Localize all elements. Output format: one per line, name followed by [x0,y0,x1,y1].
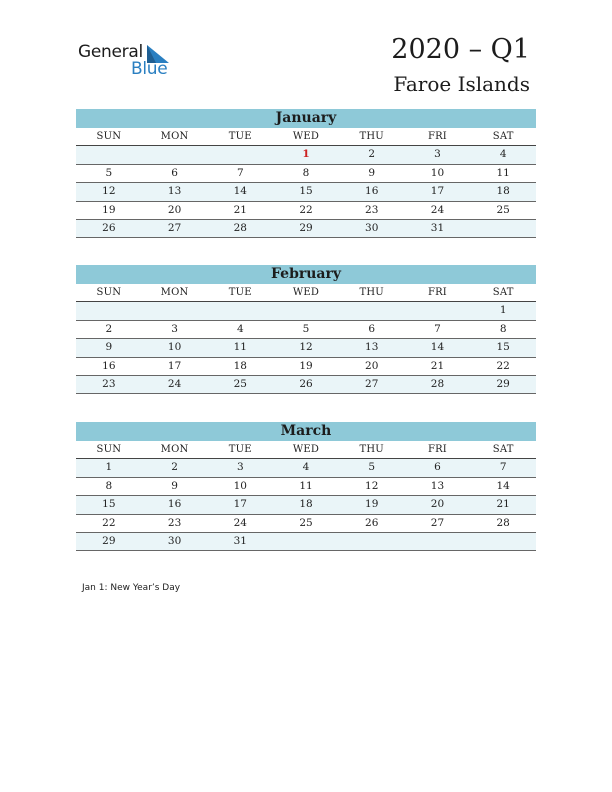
day-cell: 6 [434,461,441,474]
day-cell: 28 [496,516,510,529]
day-cell: 17 [430,185,445,198]
day-cell [207,302,273,319]
day-cell: 12 [299,341,313,354]
day-cell: 14 [430,341,445,354]
day-cell: 20 [167,203,182,216]
logo [78,42,188,82]
week-row [76,459,536,477]
day-cell: 13 [365,341,379,354]
weekday-label: WED [292,444,320,455]
week-row [76,146,536,164]
day-cell: 17 [233,498,247,511]
day-cell: 23 [102,377,116,390]
day-cell: 27 [365,377,379,390]
month-march [76,422,536,551]
weekday-label: FRI [427,131,447,142]
month-header: March [76,422,536,441]
day-cell: 24 [167,377,182,390]
day-cell: 28 [430,377,445,390]
day-cell: 12 [102,185,116,198]
day-cell: 14 [496,479,510,492]
day-cell: 29 [102,534,116,547]
day-cell: 7 [236,166,244,179]
day-cell: 16 [102,359,116,372]
day-cell: 15 [102,498,116,511]
day-cell: 11 [496,166,510,179]
month-header: February [76,265,536,284]
weekday-label: SAT [492,444,514,455]
day-cell: 24 [233,516,247,529]
day-cell: 20 [365,359,379,372]
day-cell: 20 [430,498,445,511]
day-cell: 27 [167,221,182,234]
day-cell [76,146,142,163]
day-cell: 4 [499,148,507,161]
day-cell: 4 [302,461,310,474]
day-cell: 30 [167,534,182,547]
weekday-label: WED [292,131,320,142]
page-title: 2020 – Q1 [391,34,530,65]
day-cell [76,302,142,319]
day-cell: 7 [499,461,507,474]
weekday-label: SAT [492,131,514,142]
day-cell: 1 [105,461,113,474]
weekday-label: WED [292,287,320,298]
weekday-label: THU [359,287,384,298]
weekday-label: SUN [96,444,122,455]
day-cell: 26 [102,221,116,234]
day-cell: 10 [233,479,247,492]
week-row [76,183,536,201]
day-cell: 3 [171,322,178,335]
day-cell: 29 [299,221,313,234]
week-row [76,321,536,339]
day-cell: 23 [365,203,379,216]
day-cell: 10 [430,166,445,179]
holiday-note: Jan 1: New Year’s Day [82,583,181,593]
day-cell: 30 [365,221,379,234]
day-cell [207,146,273,163]
week-row [76,202,536,220]
week-row [76,339,536,357]
day-cell: 13 [167,185,182,198]
day-cell: 5 [368,461,376,474]
day-cell: 6 [368,322,376,335]
week-row [76,376,536,394]
day-cell: 2 [368,148,376,161]
week-row [76,533,536,551]
day-cell: 16 [167,498,182,511]
day-cell: 22 [496,359,510,372]
week-row [76,220,536,238]
weekday-header-row [76,284,536,302]
week-row [76,515,536,533]
weekday-label: THU [359,131,384,142]
weekday-label: THU [359,444,384,455]
weekday-header-row [76,128,536,146]
day-cell: 8 [105,479,113,492]
day-cell: 3 [434,148,441,161]
day-cell: 10 [167,341,182,354]
day-cell: 2 [105,322,113,335]
day-cell: 31 [233,534,247,547]
day-cell: 25 [496,203,510,216]
day-cell: 13 [430,479,445,492]
weekday-label: SAT [492,287,514,298]
weekday-label: SUN [96,287,122,298]
holiday-notes [82,583,180,593]
day-cell: 9 [105,341,113,354]
day-cell [273,533,339,550]
weekday-label: FRI [427,444,447,455]
day-cell: 11 [233,341,247,354]
day-cell: 8 [499,322,507,335]
day-cell: 17 [167,359,182,372]
day-cell: 2 [171,461,178,474]
day-cell: 26 [299,377,313,390]
day-cell: 18 [299,498,313,511]
day-cell: 19 [365,498,379,511]
day-cell [142,146,208,163]
day-cell: 4 [236,322,244,335]
day-cell: 9 [368,166,376,179]
day-cell [405,302,471,319]
day-cell: 22 [102,516,116,529]
day-cell: 19 [102,203,116,216]
day-cell: 22 [299,203,313,216]
day-cell [470,533,536,550]
day-cell: 7 [434,322,441,335]
weekday-label: MON [160,444,189,455]
holiday-date: 1 [302,148,310,161]
day-cell: 18 [233,359,247,372]
week-row [76,165,536,183]
day-cell: 14 [233,185,247,198]
month-february [76,265,536,394]
weekday-label: TUE [228,131,252,142]
day-cell: 12 [365,479,379,492]
weekday-label: MON [160,287,189,298]
day-cell: 6 [171,166,178,179]
weekday-label: FRI [427,287,447,298]
day-cell: 25 [233,377,247,390]
day-cell: 15 [299,185,313,198]
day-cell: 11 [299,479,313,492]
day-cell: 25 [299,516,313,529]
day-cell: 26 [365,516,379,529]
day-cell: 27 [430,516,445,529]
day-cell: 3 [236,461,244,474]
day-cell: 21 [430,359,445,372]
day-cell [470,220,536,237]
day-cell: 21 [496,498,510,511]
week-row [76,358,536,376]
day-cell [405,533,471,550]
logo-blue-text: Blue [131,59,168,79]
weekday-label: MON [160,131,189,142]
country-title: Faroe Islands [393,72,530,96]
day-cell: 28 [233,221,247,234]
month-january [76,109,536,238]
week-row [76,478,536,496]
day-cell: 19 [299,359,313,372]
week-row [76,496,536,514]
weekday-label: SUN [96,131,122,142]
day-cell [339,533,405,550]
week-row [76,302,536,320]
day-cell [273,302,339,319]
day-cell: 21 [233,203,247,216]
day-cell: 15 [496,341,510,354]
day-cell: 9 [171,479,178,492]
day-cell: 5 [302,322,310,335]
logo-general-text: General [78,42,143,62]
day-cell: 29 [496,377,510,390]
day-cell: 31 [430,221,445,234]
weekday-label: TUE [228,287,252,298]
month-header: January [76,109,536,128]
day-cell: 8 [302,166,310,179]
day-cell: 23 [167,516,182,529]
day-cell: 24 [430,203,445,216]
day-cell: 18 [496,185,510,198]
weekday-label: TUE [228,444,252,455]
day-cell: 16 [365,185,379,198]
day-cell: 1 [499,304,507,317]
weekday-header-row [76,441,536,459]
day-cell [339,302,405,319]
day-cell [142,302,208,319]
day-cell: 5 [105,166,113,179]
